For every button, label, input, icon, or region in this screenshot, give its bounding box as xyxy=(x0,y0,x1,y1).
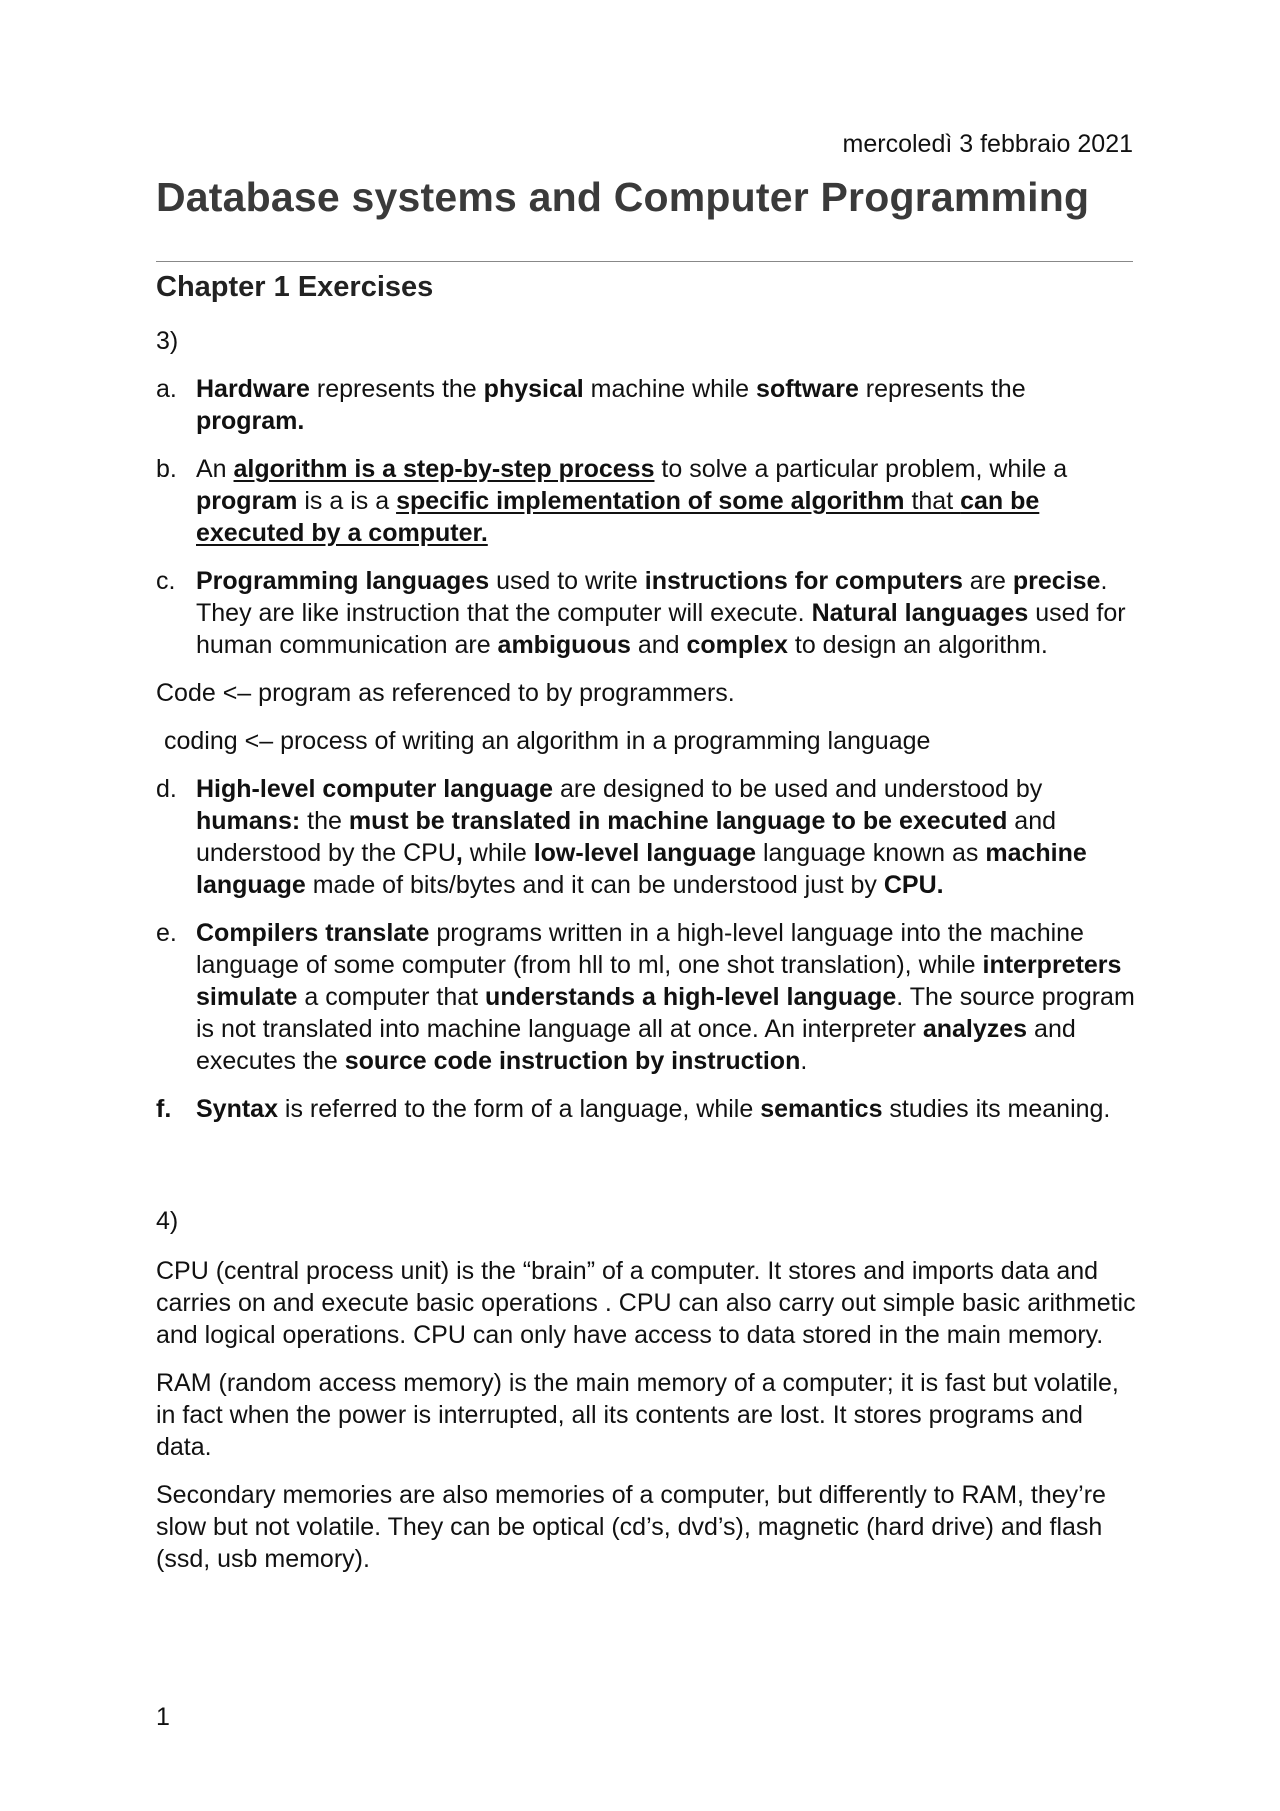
document-title: Database systems and Computer Programming xyxy=(156,174,1090,220)
section-4-label: 4) xyxy=(156,1207,179,1235)
chapter-heading: Chapter 1 Exercises xyxy=(156,271,434,303)
page-number: 1 xyxy=(156,1703,170,1731)
list-item-text: Hardware represents the physical machine while software represents the program. xyxy=(196,375,1026,435)
list-marker: d. xyxy=(156,775,177,803)
list-item-e xyxy=(156,917,1138,1077)
cpu-paragraph: CPU (central process unit) is the “brain” of a computer. It stores and imports data and carries on and execute basic operations . CPU can also carry out simple basic arithmetic and logical operations. CPU can only have access to data stored in the main memory. xyxy=(156,1257,1136,1349)
document-date: mercoledì 3 febbraio 2021 xyxy=(842,130,1133,158)
secondary-memory-paragraph: Secondary memories are also memories of a computer, but differently to RAM, they’re slow but not volatile. They can be optical (cd’s, dvd’s), magnetic (hard drive) and flash (ssd, usb memory). xyxy=(156,1481,1106,1573)
section-3-list xyxy=(156,373,1138,661)
code-definition: Code <– program as referenced to by programmers. xyxy=(156,679,735,707)
list-marker: c. xyxy=(156,567,176,595)
list-marker: b. xyxy=(156,455,177,483)
section-3-list-continued xyxy=(156,773,1138,1125)
list-item-text: Syntax is referred to the form of a language, while semantics studies its meaning. xyxy=(196,1095,1111,1123)
section-3-label: 3) xyxy=(156,327,179,355)
list-item-text: High-level computer language are designed to be used and understood by humans: the must be translated in machine language to be executed and understood by the CPU, while low-level language language known as machine language made of bits/bytes and it can be understood just by CPU. xyxy=(196,775,1087,899)
list-item-text: Compilers translate programs written in a high-level language into the machine language of some computer (from hll to ml, one shot translation), while interpreters simulate a computer that understands a high-level language. The source program is not translated into machine language all at once. An interpreter analyzes and executes the source code instruction by instruction. xyxy=(196,919,1135,1075)
list-item-c xyxy=(156,565,1138,661)
title-divider xyxy=(156,261,1133,262)
document-body xyxy=(156,325,1138,1591)
list-item-a xyxy=(156,373,1138,437)
list-item-f xyxy=(156,1093,1138,1125)
list-marker: e. xyxy=(156,919,177,947)
list-marker: f. xyxy=(156,1095,172,1123)
list-item-d xyxy=(156,773,1138,901)
list-marker: a. xyxy=(156,375,177,403)
list-item-text: Programming languages used to write instructions for computers are precise. They are like instruction that the computer will execute. Natural languages used for human communication are ambiguous and complex to design an algorithm. xyxy=(196,567,1126,659)
list-item-text: An algorithm is a step-by-step process to solve a particular problem, while a program is a is a specific implementation of some algorithm that can be executed by a computer. xyxy=(196,455,1068,547)
ram-paragraph: RAM (random access memory) is the main memory of a computer; it is fast but volatile, in fact when the power is interrupted, all its contents are lost. It stores programs and data. xyxy=(156,1369,1119,1461)
coding-definition: coding <– process of writing an algorithm in a programming language xyxy=(164,727,931,755)
list-item-b xyxy=(156,453,1138,549)
